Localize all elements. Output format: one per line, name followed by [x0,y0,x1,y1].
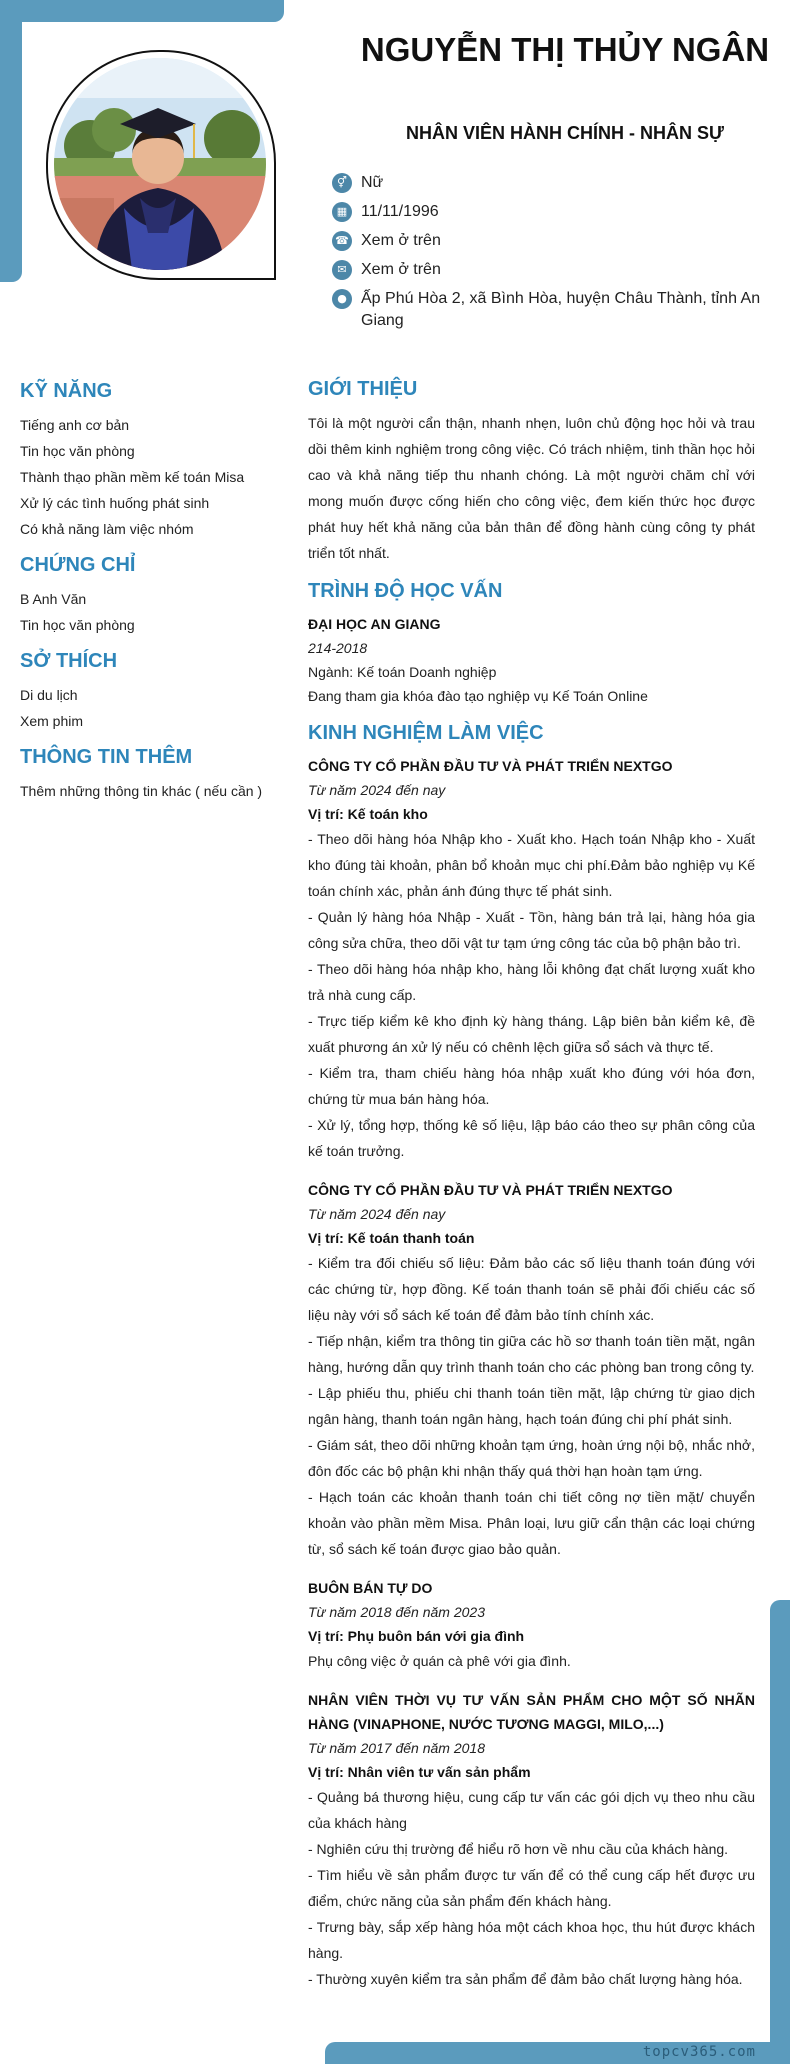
contact-text: 11/11/1996 [361,203,439,220]
job-period: Từ năm 2017 đến năm 2018 [308,1740,485,1756]
contact-text: Xem ở trên [361,232,441,249]
job-entry [308,1178,755,1562]
hobbies-section [20,648,290,734]
job-duty: - Giám sát, theo dõi những khoản tạm ứng, hoàn ứng nội bộ, nhắc nhở, đôn đốc các bộ phận khi nhận thấy quá thời hạn hoàn tạm ứng. [308,1437,755,1479]
school-name: ĐẠI HỌC AN GIANG [308,616,441,632]
education-note: Đang tham gia khóa đào tạo nghiệp vụ Kế Toán Online [308,688,648,704]
left-column [20,378,290,814]
section-title: TRÌNH ĐỘ HỌC VẤN [308,580,503,602]
job-company: CÔNG TY CỔ PHẦN ĐẦU TƯ VÀ PHÁT TRIỂN NEXTGO [308,758,673,774]
avatar-frame [46,50,276,280]
gender-icon: ⚥ [332,173,352,193]
experience-section [308,720,755,1992]
extra-item: Thêm những thông tin khác ( nếu cần ) [20,783,263,799]
phone-icon: ☎ [332,231,352,251]
job-duty: - Tìm hiểu về sản phẩm được tư vấn để có thể cung cấp hết được ưu điểm, chức năng của sản phẩm đến khách hàng. [308,1867,755,1909]
skill-item: Thành thạo phần mềm kế toán Misa [20,469,245,485]
contact-address [332,288,762,332]
job-duty: - Trưng bày, sắp xếp hàng hóa một cách khoa học, thu hút được khách hàng. [308,1919,755,1961]
job-period: Từ năm 2024 đến nay [308,1206,446,1222]
left-decor-bar [0,0,22,282]
education-period: 214-2018 [308,640,368,656]
section-title: CHỨNG CHỈ [20,554,136,576]
top-decor-bar [0,0,284,22]
intro-section [308,376,755,566]
skill-item: Xử lý các tình huống phát sinh [20,495,210,511]
skills-section [20,378,290,542]
skill-item: Tin học văn phòng [20,443,135,459]
job-duty: - Xử lý, tổng hợp, thống kê số liệu, lập báo cáo theo sự phân công của kế toán trưởng. [308,1117,755,1159]
candidate-name: NGUYỄN THỊ THỦY NGÂN [360,31,770,68]
email-icon: ✉ [332,260,352,280]
job-position: Vị trí: Nhân viên tư vấn sản phẩm [308,1764,531,1780]
job-period: Từ năm 2018 đến năm 2023 [308,1604,485,1620]
right-decor-bar [770,1600,790,2064]
section-title: SỞ THÍCH [20,650,118,672]
right-column [308,376,755,2006]
job-position: Vị trí: Phụ buôn bán với gia đình [308,1628,525,1644]
contact-list [332,172,762,339]
skill-item: Có khả năng làm việc nhóm [20,521,194,537]
job-period: Từ năm 2024 đến nay [308,782,446,798]
contact-text: Ấp Phú Hòa 2, xã Bình Hòa, huyện Châu Thành, tỉnh An Giang [361,290,761,329]
job-duty: - Tiếp nhận, kiểm tra thông tin giữa các hồ sơ thanh toán tiền mặt, ngân hàng, hướng dẫn quy trình thanh toán cho các phòng ban trong công ty. [308,1333,755,1375]
section-title: THÔNG TIN THÊM [20,746,193,768]
extra-section [20,744,290,804]
job-title: NHÂN VIÊN HÀNH CHÍNH - NHÂN SỰ [406,123,724,143]
intro-text: Tôi là một người cẩn thận, nhanh nhẹn, luôn chủ động học hỏi và trau dồi thêm kinh nghiệm trong công việc. Có trách nhiệm, tinh thần học hỏi cao và khả năng tiếp thu nhanh chóng. Là một người chăm chỉ với mong muốn được cống hiến cho công việc, đem kiến thức học được phát huy hết khả năng của bản thân để đồng hành cùng công ty phát triển tốt nhất. [308,415,755,561]
job-entry [308,1576,755,1674]
job-duty: - Quản lý hàng hóa Nhập - Xuất - Tồn, hàng bán trả lại, hàng hóa gia công sửa chữa, theo dõi vật tư tạm ứng công tác của bộ phận bảo trì. [308,909,755,951]
job-company: CÔNG TY CỔ PHẦN ĐẦU TƯ VÀ PHÁT TRIỂN NEXTGO [308,1182,673,1198]
calendar-icon: ▦ [332,202,352,222]
job-duty: - Lập phiếu thu, phiếu chi thanh toán tiền mặt, lập chứng từ giao dịch ngân hàng, thanh toán ngân hàng, hạch toán đúng chi phí phát sinh. [308,1385,755,1427]
job-entry [308,754,755,1164]
section-title: GIỚI THIỆU [308,378,418,400]
job-duty: - Kiểm tra đối chiếu số liệu: Đảm bảo các số liệu thanh toán đúng với các chứng từ, hợp đồng. Kế toán thanh toán sẽ phải đối chiếu các số liệu này với sổ sách kế toán để đảm bảo tính chính xác. [308,1255,755,1323]
education-major: Ngành: Kế toán Doanh nghiệp [308,664,497,680]
job-position: Vị trí: Kế toán thanh toán [308,1230,475,1246]
avatar [54,58,266,270]
job-company: NHÂN VIÊN THỜI VỤ TƯ VẤN SẢN PHẨM CHO MỘT SỐ NHÃN HÀNG (VINAPHONE, NƯỚC TƯƠNG MAGGI, MILO,...) [308,1692,755,1732]
watermark: topcv365.com [642,2044,756,2060]
job-duty: - Hạch toán các khoản thanh toán chi tiết công nợ tiền mặt/ chuyển khoản vào phần mềm Misa. Phân loại, lưu giữ cẩn thận các loại chứng từ, sổ sách kế toán được giao bảo quản. [308,1489,755,1557]
contact-birthday [332,201,762,223]
certificates-section [20,552,290,638]
hobby-item: Xem phim [20,713,84,729]
job-company: BUÔN BÁN TỰ DO [308,1580,433,1596]
education-section [308,578,755,708]
job-duty: - Nghiên cứu thị trường để hiểu rõ hơn về nhu cầu của khách hàng. [308,1841,729,1857]
location-icon: ● [332,289,352,309]
skill-item: Tiếng anh cơ bản [20,417,130,433]
job-duty: - Theo dõi hàng hóa nhập kho, hàng lỗi không đạt chất lượng xuất kho trả nhà cung cấp. [308,961,755,1003]
job-duty: - Theo dõi hàng hóa Nhập kho - Xuất kho. Hạch toán Nhập kho - Xuất kho đúng tài khoản, phân bổ khoản mục chi phí.Đảm bảo nghiệp vụ Kế toán chính xác, phản ánh đúng thực tế phát sinh. [308,831,755,899]
job-position: Vị trí: Kế toán kho [308,806,428,822]
contact-text: Nữ [361,174,384,191]
contact-phone [332,230,762,252]
job-duty: Phụ công việc ở quán cà phê với gia đình. [308,1653,571,1669]
section-title: KINH NGHIỆM LÀM VIỆC [308,722,544,744]
contact-gender [332,172,762,194]
contact-text: Xem ở trên [361,261,441,278]
job-duty: - Thường xuyên kiểm tra sản phẩm để đảm bảo chất lượng hàng hóa. [308,1971,743,1987]
certificate-item: B Anh Văn [20,591,87,607]
hobby-item: Di du lịch [20,687,78,703]
job-duty: - Kiểm tra, tham chiếu hàng hóa nhập xuất kho đúng với hóa đơn, chứng từ mua bán hàng hóa. [308,1065,755,1107]
job-duty: - Quảng bá thương hiệu, cung cấp tư vấn các gói dịch vụ theo nhu cầu của khách hàng [308,1789,755,1831]
job-duty: - Trực tiếp kiểm kê kho định kỳ hàng tháng. Lập biên bản kiểm kê, đề xuất phương án xử lý nếu có chênh lệch giữa sổ sách và thực tế. [308,1013,755,1055]
section-title: KỸ NĂNG [20,380,113,402]
contact-email [332,259,762,281]
certificate-item: Tin học văn phòng [20,617,135,633]
job-entry [308,1688,755,1992]
